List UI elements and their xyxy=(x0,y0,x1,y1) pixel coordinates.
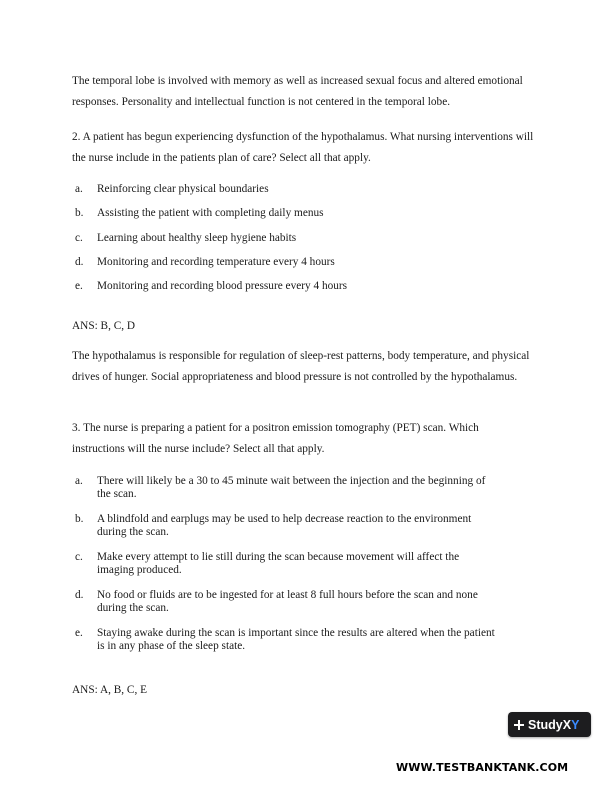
option-text: Staying awake during the scan is important since the results are altered when the patient is in any phase of the sleep state. xyxy=(97,627,495,652)
option-text: Monitoring and recording blood pressure every 4 hours xyxy=(97,280,348,292)
question-3-text: 3. The nurse is preparing a patient for a positron emission tomography (PET) scan. Which instructions will the nurse include? Select all that apply. xyxy=(72,422,479,455)
question-2-rationale: The hypothalamus is responsible for regulation of sleep-rest patterns, body temperature, and physical drives of hunger. Social appropriateness and blood pressure is not controlled by the hypothalamus. xyxy=(72,350,530,383)
studyxy-badge[interactable] xyxy=(508,712,591,737)
option-text: Learning about healthy sleep hygiene habits xyxy=(97,232,297,244)
option-text: No food or fluids are to be ingested for at least 8 full hours before the scan and none during the scan. xyxy=(97,589,478,614)
option-text: Monitoring and recording temperature every 4 hours xyxy=(97,256,335,268)
question-2-text: 2. A patient has begun experiencing dysfunction of the hypothalamus. What nursing interventions will the nurse include in the patients plan of care? Select all that apply. xyxy=(72,131,534,164)
option-letter: b. xyxy=(75,207,84,219)
option-text: Assisting the patient with completing daily menus xyxy=(97,207,324,219)
option-letter: e. xyxy=(75,280,83,292)
option-letter: b. xyxy=(75,513,84,525)
option-text: Reinforcing clear physical boundaries xyxy=(97,183,269,195)
option-text: A blindfold and earplugs may be used to help decrease reaction to the environment during the scan. xyxy=(97,513,472,538)
option-letter: c. xyxy=(75,551,83,563)
badge-brand: StudyXY xyxy=(528,717,580,732)
option-letter: a. xyxy=(75,183,83,195)
question-3-answer: ANS: A, B, C, E xyxy=(72,684,148,696)
option-letter: a. xyxy=(75,475,83,487)
option-letter: d. xyxy=(75,589,84,601)
option-text: There will likely be a 30 to 45 minute wait between the injection and the beginning of the scan. xyxy=(97,475,486,500)
question-2-answer: ANS: B, C, D xyxy=(72,320,136,332)
option-text: Make every attempt to lie still during the scan because movement will affect the imaging produced. xyxy=(97,551,460,576)
option-letter: d. xyxy=(75,256,84,268)
option-letter: e. xyxy=(75,627,83,639)
intro-paragraph: The temporal lobe is involved with memory as well as increased sexual focus and altered emotional responses. Personality and intellectual function is not centered in the temporal lobe. xyxy=(72,75,523,108)
option-letter: c. xyxy=(75,232,83,244)
plus-icon xyxy=(508,712,528,737)
footer-website: WWW.TESTBANKTANK.COM xyxy=(396,761,569,774)
